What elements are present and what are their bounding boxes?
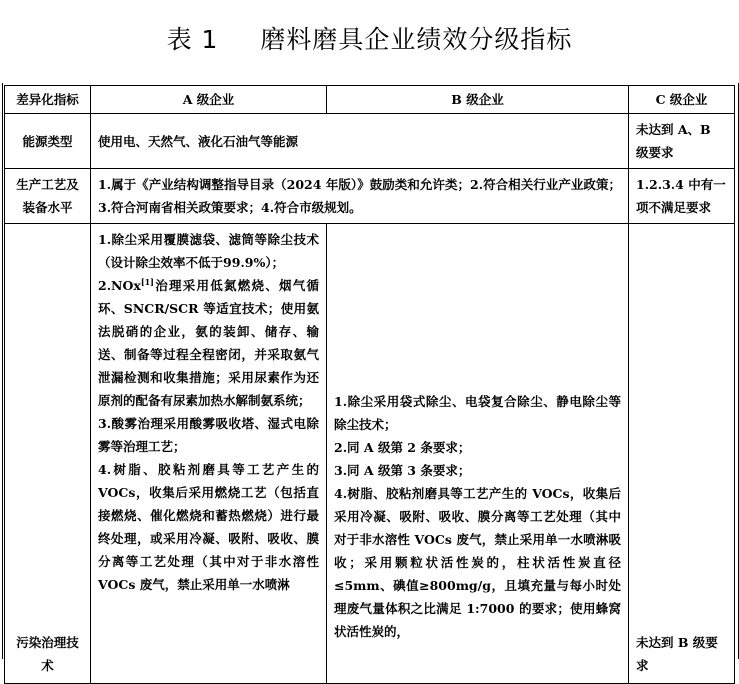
header-grade-a: A 级企业 bbox=[91, 86, 327, 114]
header-grade-b: B 级企业 bbox=[327, 86, 629, 114]
header-grade-c: C 级企业 bbox=[629, 86, 735, 114]
pollution-a-item-2-prefix: 2.NOx bbox=[98, 278, 141, 293]
header-indicator: 差异化指标 bbox=[5, 86, 91, 114]
process-grade-c: 1.2.3.4 中有一项不满足要求 bbox=[629, 169, 735, 224]
footnote-ref: [1] bbox=[140, 276, 154, 287]
pollution-a-item-2 bbox=[98, 274, 319, 412]
pollution-b-item-1: 1.除尘采用袋式除尘、电袋复合除尘、静电除尘等除尘技术； bbox=[334, 394, 621, 432]
pollution-b-item-2: 2.同 A 级第 2 条要求； bbox=[334, 440, 471, 455]
performance-grading-table bbox=[4, 85, 735, 684]
table-row-process bbox=[5, 169, 735, 224]
energy-grade-ab: 使用电、天然气、液化石油气等能源 bbox=[91, 114, 629, 169]
process-grade-ab: 1.属于《产业结构调整指导目录（2024 年版）》鼓励类和允许类；2.符合相关行业产业政策；3.符合河南省相关政策要求；4.符合市级规划。 bbox=[91, 169, 629, 224]
table-title bbox=[0, 20, 739, 56]
energy-label: 能源类型 bbox=[5, 114, 91, 169]
pollution-a-item-4: 4.树脂、胶粘剂磨具等工艺产生的 VOCs，收集后采用燃烧工艺（包括直接燃烧、催化燃烧和蓄热燃烧）进行最终处理，或采用冷凝、吸附、吸收、膜分离等工艺处理（其中对于非水溶性 VOCs 废气，禁止采用单一水喷淋 bbox=[98, 462, 319, 592]
pollution-grade-c: 未达到 B 级要求 bbox=[629, 224, 735, 684]
process-label: 生产工艺及装备水平 bbox=[5, 169, 91, 224]
energy-grade-c: 未达到 A、B 级要求 bbox=[629, 114, 735, 169]
pollution-b-item-3: 3.同 A 级第 3 条要求； bbox=[334, 463, 471, 478]
table-row-pollution bbox=[5, 224, 735, 684]
pollution-b-item-4: 4.树脂、胶粘剂磨具等工艺产生的 VOCs，收集后采用冷凝、吸附、吸收、膜分离等工艺处理（其中对于非水溶性 VOCs 废气，禁止采用单一水喷淋吸收；采用颗粒状活性炭的，柱状活性炭直径≤5mm、碘值≥800mg/g，且填充量与每小时处理废气量体积之比满足 1:7000 的要求；使用蜂窝状活性炭的， bbox=[334, 486, 621, 639]
table-number: 表 1 bbox=[166, 25, 219, 54]
pollution-grade-a bbox=[91, 224, 327, 684]
table-row-energy bbox=[5, 114, 735, 169]
pollution-label: 污染治理技术 bbox=[5, 224, 91, 684]
table-title-text: 磨料磨具企业绩效分级指标 bbox=[260, 25, 573, 54]
pollution-a-item-3: 3.酸雾治理采用酸雾吸收塔、湿式电除雾等治理工艺； bbox=[98, 416, 319, 454]
pollution-a-item-1: 1.除尘采用覆膜滤袋、滤筒等除尘技术（设计除尘效率不低于99.9%）； bbox=[98, 232, 319, 270]
pollution-grade-b bbox=[327, 224, 629, 684]
pollution-a-item-2-body: 治理采用低氮燃烧、烟气循环、SNCR/SCR 等适宜技术；使用氨法脱硝的企业，氨的装卸、储存、输送、制备等过程全程密闭，并采取氨气泄漏检测和收集措施；采用尿素作为还原剂的配备有尿素加热水解制氨系统； bbox=[98, 278, 319, 408]
table-header-row bbox=[5, 86, 735, 114]
